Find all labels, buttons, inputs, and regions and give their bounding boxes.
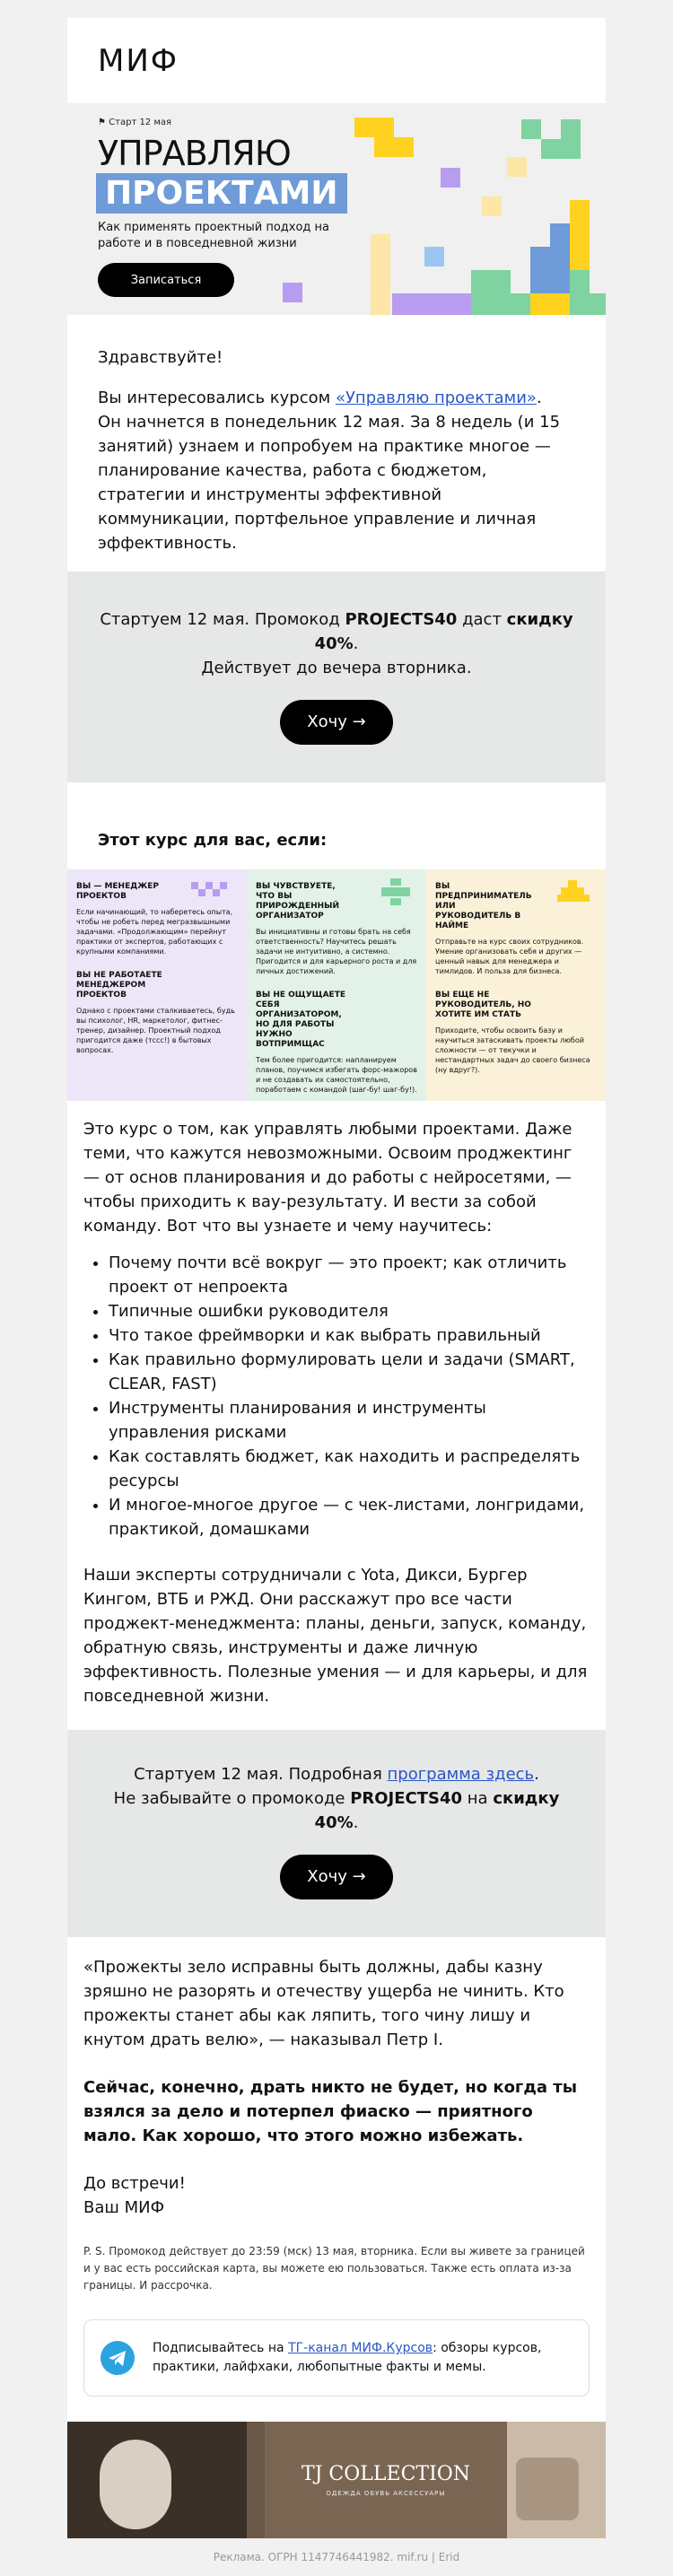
- telegram-block[interactable]: [83, 2319, 590, 2397]
- list-item: • Как правильно формулировать цели и задачи (SMART, CLEAR, FAST): [109, 1348, 590, 1396]
- card-entrepreneurs: [426, 869, 606, 1101]
- myth-logo[interactable]: МИФ: [98, 42, 179, 79]
- list-item: • И многое-многое другое — с чек-листами, лонгридами, практикой, домашками: [109, 1493, 590, 1541]
- card-title: ВЫ ПРЕДПРИНИМАТЕЛЬ ИЛИ РУКОВОДИТЕЛЬ В НАЙМЕ: [435, 882, 532, 930]
- card-title: ВЫ ЧУВСТВУЕТЕ, ЧТО ВЫ ПРИРОЖДЕННЫЙ ОРГАНИЗАТОР: [256, 882, 340, 921]
- quote-section: [67, 1937, 606, 2220]
- ad-brand: TJ COLLECTION: [301, 2463, 471, 2485]
- card-text: Тем более пригодится: напланируем планов, поучимся избегать форс-мажоров и не создавать их самостоятельно, поработаем с командой (шаг-бу! шаг-бу!).: [256, 1056, 417, 1094]
- greeting-hello: Здравствуйте!: [98, 348, 223, 367]
- bold-note: Сейчас, конечно, драть никто не будет, но когда ты взялся за дело и потерпел фиаско — приятного мало. Как хорошо, что этого можно избежать.: [83, 2078, 577, 2145]
- promo2-text: Стартуем 12 мая. Подробная программа здесь. Не забывайте о промокоде PROJECTS40 на скидку 40%.: [113, 1765, 560, 1832]
- experts-text: Наши эксперты сотрудничали с Yota, Дикси, Бургер Кингом, ВТБ и РЖД. Они расскажут про все части проджект-менеджмента: планы, деньги, запуск, команду, обратную связь, инструменты и даже личную эффективность. Полезные умения — и для карьеры, и для повседневной жизни.: [83, 1566, 588, 1706]
- want-button-2[interactable]: Хочу →: [280, 1855, 393, 1899]
- want-button-1[interactable]: Хочу →: [280, 700, 393, 745]
- card-managers: [67, 869, 247, 1101]
- hero-title-line2: ПРОЕКТАМИ: [96, 173, 347, 214]
- telegram-link[interactable]: ТГ-канал МИФ.Курсов: [288, 2341, 433, 2355]
- for-you-title: Этот курс для вас, если:: [98, 831, 328, 850]
- pixel-icon: [381, 878, 412, 909]
- list-item: • Типичные ошибки руководителя: [109, 1299, 590, 1323]
- promo-block-2: [67, 1730, 606, 1937]
- start-date: ⚑ Старт 12 мая: [98, 118, 172, 127]
- telegram-icon[interactable]: [101, 2341, 135, 2375]
- learn-list: [83, 1251, 590, 1541]
- list-item: • Как составлять бюджет, как находить и распределять ресурсы: [109, 1445, 590, 1493]
- pixel-icon: [191, 882, 236, 896]
- ad-banner[interactable]: [67, 2422, 606, 2538]
- email-body: [67, 18, 606, 2538]
- card-text: Вы инициативны и готовы брать на себя ответственность? Научитесь решать задачи не интуитивно, а системно. Пригодится и для карьерного роста и для личных достижений.: [256, 928, 417, 975]
- card-text: Если начинающий, то наберетесь опыта, чтобы не робеть перед мегразвышными задачами. «Продолжающим» перейнут практики от экспертов, работающих с крупными компаниями.: [76, 908, 233, 956]
- discount: скидку 40%: [314, 1789, 560, 1832]
- greeting-section: [67, 315, 606, 555]
- hero-banner[interactable]: [67, 103, 606, 315]
- signup-button[interactable]: Записаться: [98, 263, 234, 297]
- card-text: Приходите, чтобы освоить базу и научиться затаскивать проекты любой сложности — от текучки и нестандартных задач до своего бизнеса (ну вдруг?).: [435, 1026, 590, 1074]
- list-item: • Что такое фреймворки и как выбрать правильный: [109, 1323, 590, 1348]
- course-link[interactable]: «Управляю проектами»: [335, 389, 537, 407]
- card-title: ВЫ ЕЩЕ НЕ РУКОВОДИТЕЛЬ, НО ХОТИТЕ ИМ СТАТЬ: [435, 991, 531, 1019]
- list-item: • Инструменты планирования и инструменты управления рисками: [109, 1396, 590, 1445]
- peter-quote: «Прожекты зело исправны быть должны, дабы казну зряшно не разорять и отечеству ущерба не чинить. Кто прожекты станет абы как ляпить, того чину лишу и кнутом драть велю», — наказывал Петр I.: [83, 1958, 564, 2049]
- hero-title-line1: УПРАВЛЯЮ: [98, 134, 291, 173]
- greeting-intro: Вы интересовались курсом «Управляю проектами». Он начнется в понедельник 12 мая. За 8 недель (и 15 занятий) узнаем и попробуем на практике многое — планирование качества, работа с бюджетом, стратегии и инструменты эффективной коммуникации, портфельное управление и личная эффективность.: [98, 389, 561, 553]
- pixel-icon: [557, 880, 593, 902]
- postscript: P. S. Промокод действует до 23:59 (мск) 13 мая, вторника. Если вы живете за границей и у вас есть российская карта, вы можете ею пользоваться. Также есть оплата из-за границы. И рассрочка.: [83, 2245, 585, 2292]
- promo1-text: Стартуем 12 мая. Промокод PROJECTS40 даст скидку 40%. Действует до вечера вторника.: [100, 610, 573, 677]
- telegram-text: Подписывайтесь на ТГ-канал МИФ.Курсов: обзоры курсов, практики, лайфхаки, любопытные факты и мемы.: [153, 2341, 542, 2374]
- promo-code: PROJECTS40: [345, 610, 458, 629]
- promo-code: PROJECTS40: [350, 1789, 463, 1808]
- card-title: ВЫ НЕ ОЩУЩАЕТЕ СЕБЯ ОРГАНИЗАТОРОМ, НО ДЛЯ РАБОТЫ НУЖНО ВОТПРИМЩАС: [256, 991, 345, 1049]
- signoff: До встречи! Ваш МИФ: [83, 2174, 186, 2217]
- hero-subtitle: Как применять проектный подход на работе и в повседневной жизни: [98, 221, 330, 250]
- card-organizers: [247, 869, 426, 1101]
- program-link[interactable]: программа здесь: [387, 1765, 535, 1784]
- promo-block-1: [67, 572, 606, 782]
- audience-cards: [67, 869, 606, 1101]
- card-text: Однако с проектами сталкиваетесь, будь вы психолог, HR, маркетолог, фитнес-тренер, дизайнер. Проектный подход пригодится даже (тссс!) в бытовых вопросах.: [76, 1007, 235, 1054]
- about-intro: Это курс о том, как управлять любыми проектами. Даже теми, что кажутся невозможными. Освоим проджектинг — от основ планирования и до работы с нейросетями, — чтобы приходить к вау-результату. И вести за собой команду. Вот что вы узнаете и чему научитесь:: [83, 1120, 572, 1236]
- card-text: Отправьте на курс своих сотрудников. Умение организовать себя и других — ценный навык для менеджера и тимлидов. И польза для бизнеса.: [435, 938, 584, 975]
- list-item: • Почему почти всё вокруг — это проект; как отличить проект от непроекта: [109, 1251, 590, 1299]
- ad-tagline: ОДЕЖДА ОБУВЬ АКСЕССУАРЫ: [326, 2490, 446, 2497]
- card-title: ВЫ — МЕНЕДЖЕР ПРОЕКТОВ: [76, 882, 160, 901]
- footer-legal: Реклама. ОГРН 1147746441982. mif.ru | Erid: [213, 2551, 460, 2563]
- card-title: ВЫ НЕ РАБОТАЕТЕ МЕНЕДЖЕРОМ ПРОЕКТОВ: [76, 971, 162, 1000]
- discount: скидку 40%: [314, 610, 573, 653]
- about-section: [67, 1101, 606, 1708]
- header: [67, 18, 606, 103]
